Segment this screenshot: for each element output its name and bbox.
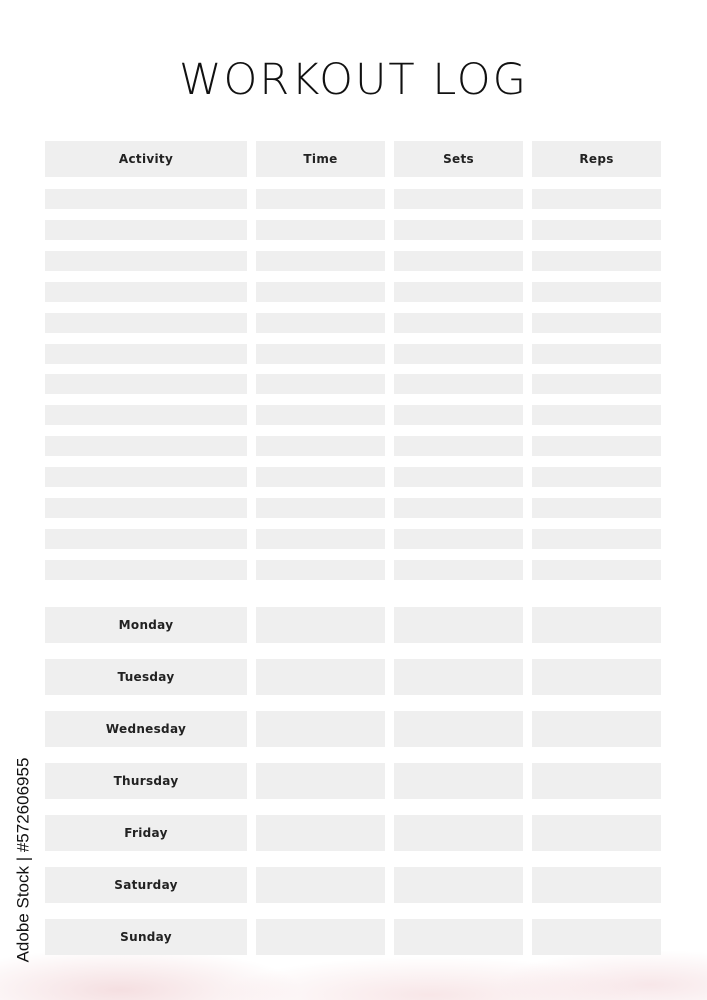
log-cell-reps[interactable] (532, 467, 661, 487)
log-cell-reps[interactable] (532, 498, 661, 518)
day-cell-sets[interactable] (394, 815, 523, 851)
day-cell-time[interactable] (256, 763, 385, 799)
day-cell-reps[interactable] (532, 711, 661, 747)
day-cell-reps[interactable] (532, 607, 661, 643)
log-cell-activity[interactable] (45, 189, 247, 209)
log-cell-sets[interactable] (394, 405, 523, 425)
day-cell-sets[interactable] (394, 867, 523, 903)
log-cell-activity[interactable] (45, 560, 247, 580)
log-cell-sets[interactable] (394, 498, 523, 518)
log-cell-activity[interactable] (45, 436, 247, 456)
log-cell-activity[interactable] (45, 220, 247, 240)
log-cell-time[interactable] (256, 498, 385, 518)
log-cell-time[interactable] (256, 436, 385, 456)
log-cell-activity[interactable] (45, 251, 247, 271)
log-cell-time[interactable] (256, 313, 385, 333)
log-cell-reps[interactable] (532, 220, 661, 240)
day-cell-sets[interactable] (394, 711, 523, 747)
day-cell-time[interactable] (256, 607, 385, 643)
log-cell-reps[interactable] (532, 560, 661, 580)
log-cell-time[interactable] (256, 405, 385, 425)
log-cell-reps[interactable] (532, 374, 661, 394)
day-label-tuesday: Tuesday (45, 659, 247, 695)
log-cell-reps[interactable] (532, 405, 661, 425)
log-cell-time[interactable] (256, 189, 385, 209)
log-cell-activity[interactable] (45, 344, 247, 364)
log-cell-reps[interactable] (532, 436, 661, 456)
log-cell-reps[interactable] (532, 251, 661, 271)
day-cell-reps[interactable] (532, 919, 661, 955)
log-cell-sets[interactable] (394, 189, 523, 209)
log-cell-time[interactable] (256, 560, 385, 580)
column-header-sets: Sets (394, 141, 523, 177)
log-cell-sets[interactable] (394, 436, 523, 456)
log-cell-sets[interactable] (394, 313, 523, 333)
log-cell-sets[interactable] (394, 220, 523, 240)
log-cell-time[interactable] (256, 282, 385, 302)
log-cell-time[interactable] (256, 529, 385, 549)
log-cell-activity[interactable] (45, 313, 247, 333)
log-cell-sets[interactable] (394, 529, 523, 549)
log-cell-sets[interactable] (394, 374, 523, 394)
log-cell-sets[interactable] (394, 251, 523, 271)
day-cell-time[interactable] (256, 867, 385, 903)
day-cell-sets[interactable] (394, 659, 523, 695)
day-label-wednesday: Wednesday (45, 711, 247, 747)
day-label-thursday: Thursday (45, 763, 247, 799)
log-cell-activity[interactable] (45, 467, 247, 487)
log-cell-sets[interactable] (394, 560, 523, 580)
log-cell-time[interactable] (256, 344, 385, 364)
day-label-monday: Monday (45, 607, 247, 643)
log-cell-time[interactable] (256, 220, 385, 240)
log-cell-activity[interactable] (45, 282, 247, 302)
log-cell-reps[interactable] (532, 282, 661, 302)
log-cell-time[interactable] (256, 374, 385, 394)
day-cell-reps[interactable] (532, 659, 661, 695)
log-cell-sets[interactable] (394, 344, 523, 364)
day-cell-sets[interactable] (394, 607, 523, 643)
day-cell-sets[interactable] (394, 919, 523, 955)
log-cell-reps[interactable] (532, 344, 661, 364)
day-cell-time[interactable] (256, 659, 385, 695)
day-cell-sets[interactable] (394, 763, 523, 799)
day-cell-reps[interactable] (532, 763, 661, 799)
log-cell-activity[interactable] (45, 374, 247, 394)
day-label-sunday: Sunday (45, 919, 247, 955)
day-cell-reps[interactable] (532, 815, 661, 851)
log-cell-reps[interactable] (532, 529, 661, 549)
log-cell-time[interactable] (256, 467, 385, 487)
log-cell-activity[interactable] (45, 529, 247, 549)
log-cell-sets[interactable] (394, 467, 523, 487)
log-cell-reps[interactable] (532, 313, 661, 333)
day-label-saturday: Saturday (45, 867, 247, 903)
day-cell-reps[interactable] (532, 867, 661, 903)
column-header-time: Time (256, 141, 385, 177)
page-title: WORKOUT LOG (179, 55, 528, 105)
column-header-activity: Activity (45, 141, 247, 177)
day-cell-time[interactable] (256, 711, 385, 747)
day-label-friday: Friday (45, 815, 247, 851)
day-cell-time[interactable] (256, 919, 385, 955)
stock-watermark-id: Adobe Stock | #572606955 (13, 757, 32, 963)
log-cell-reps[interactable] (532, 189, 661, 209)
day-cell-time[interactable] (256, 815, 385, 851)
column-header-reps: Reps (532, 141, 661, 177)
log-cell-sets[interactable] (394, 282, 523, 302)
log-cell-activity[interactable] (45, 498, 247, 518)
log-cell-time[interactable] (256, 251, 385, 271)
log-cell-activity[interactable] (45, 405, 247, 425)
